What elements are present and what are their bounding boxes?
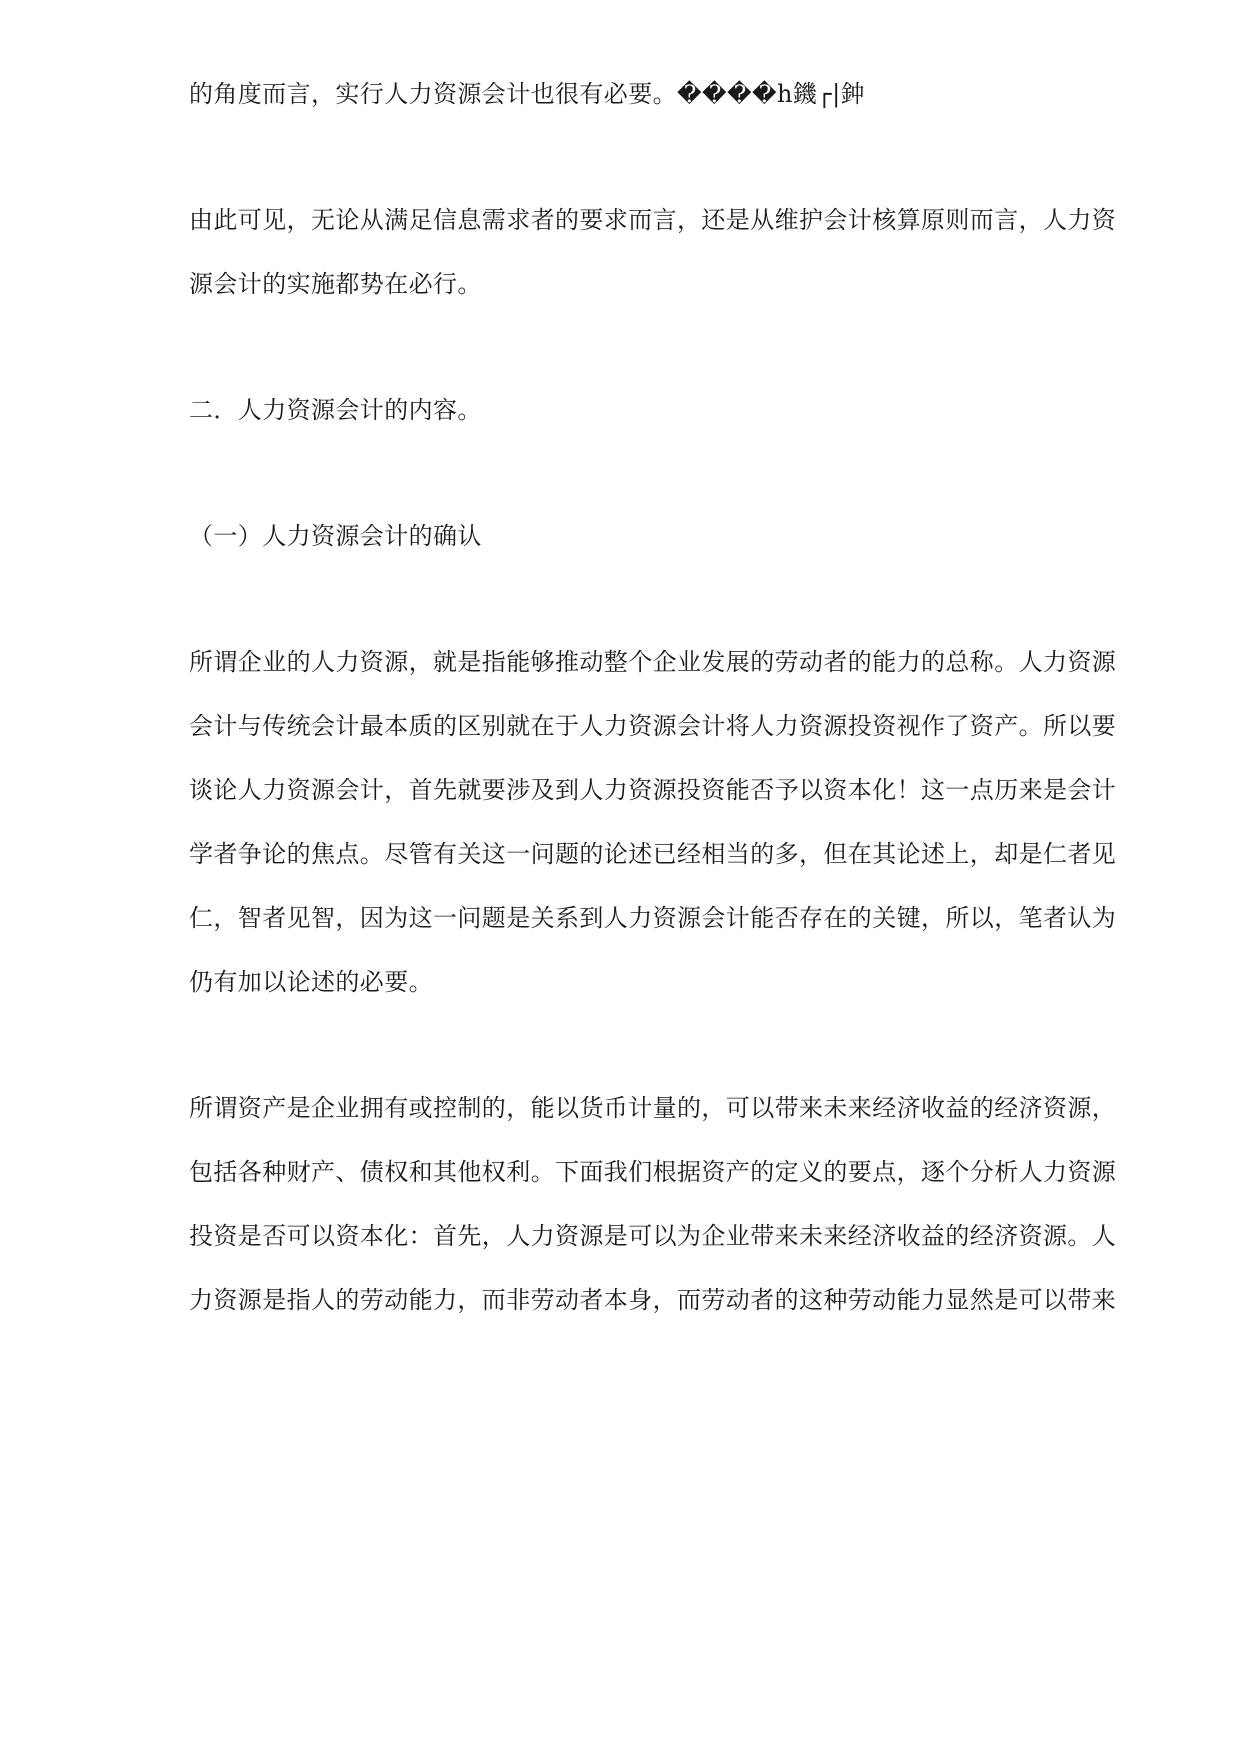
text-line: 所谓企业的人力资源，就是指能够推动整个企业发展的劳动者的能力的总称。人力资源 bbox=[189, 648, 1117, 676]
text-line: 所谓资产是企业拥有或控制的，能以货币计量的，可以带来未来经济收益的经济资源， bbox=[189, 1094, 1117, 1122]
text-line: 仁，智者见智，因为这一问题是关系到人力资源会计能否存在的关键，所以，笔者认为 bbox=[189, 904, 1117, 932]
subsection-heading: （一）人力资源会计的确认 bbox=[189, 522, 482, 550]
text-line: 谈论人力资源会计，首先就要涉及到人力资源投资能否予以资本化！这一点历来是会计 bbox=[189, 776, 1117, 804]
section-heading: 二．人力资源会计的内容。 bbox=[189, 396, 482, 424]
text-line: 源会计的实施都势在必行。 bbox=[189, 270, 482, 298]
text-line: 学者争论的焦点。尽管有关这一问题的论述已经相当的多，但在其论述上，却是仁者见 bbox=[189, 840, 1117, 868]
text-line: 投资是否可以资本化：首先，人力资源是可以为企业带来未来经济收益的经济资源。人 bbox=[189, 1222, 1117, 1250]
text-line: 力资源是指人的劳动能力，而非劳动者本身，而劳动者的这种劳动能力显然是可以带来 bbox=[189, 1286, 1117, 1314]
text-line: 仍有加以论述的必要。 bbox=[189, 968, 433, 996]
text-line: 会计与传统会计最本质的区别就在于人力资源会计将人力资源投资视作了资产。所以要 bbox=[189, 712, 1117, 740]
text-line: 的角度而言，实行人力资源会计也很有必要。����h鐖┌|鈡 bbox=[189, 80, 866, 108]
text-line: 包括各种财产、债权和其他权利。下面我们根据资产的定义的要点，逐个分析人力资源 bbox=[189, 1158, 1117, 1186]
text-line: 由此可见，无论从满足信息需求者的要求而言，还是从维护会计核算原则而言，人力资 bbox=[189, 206, 1117, 234]
